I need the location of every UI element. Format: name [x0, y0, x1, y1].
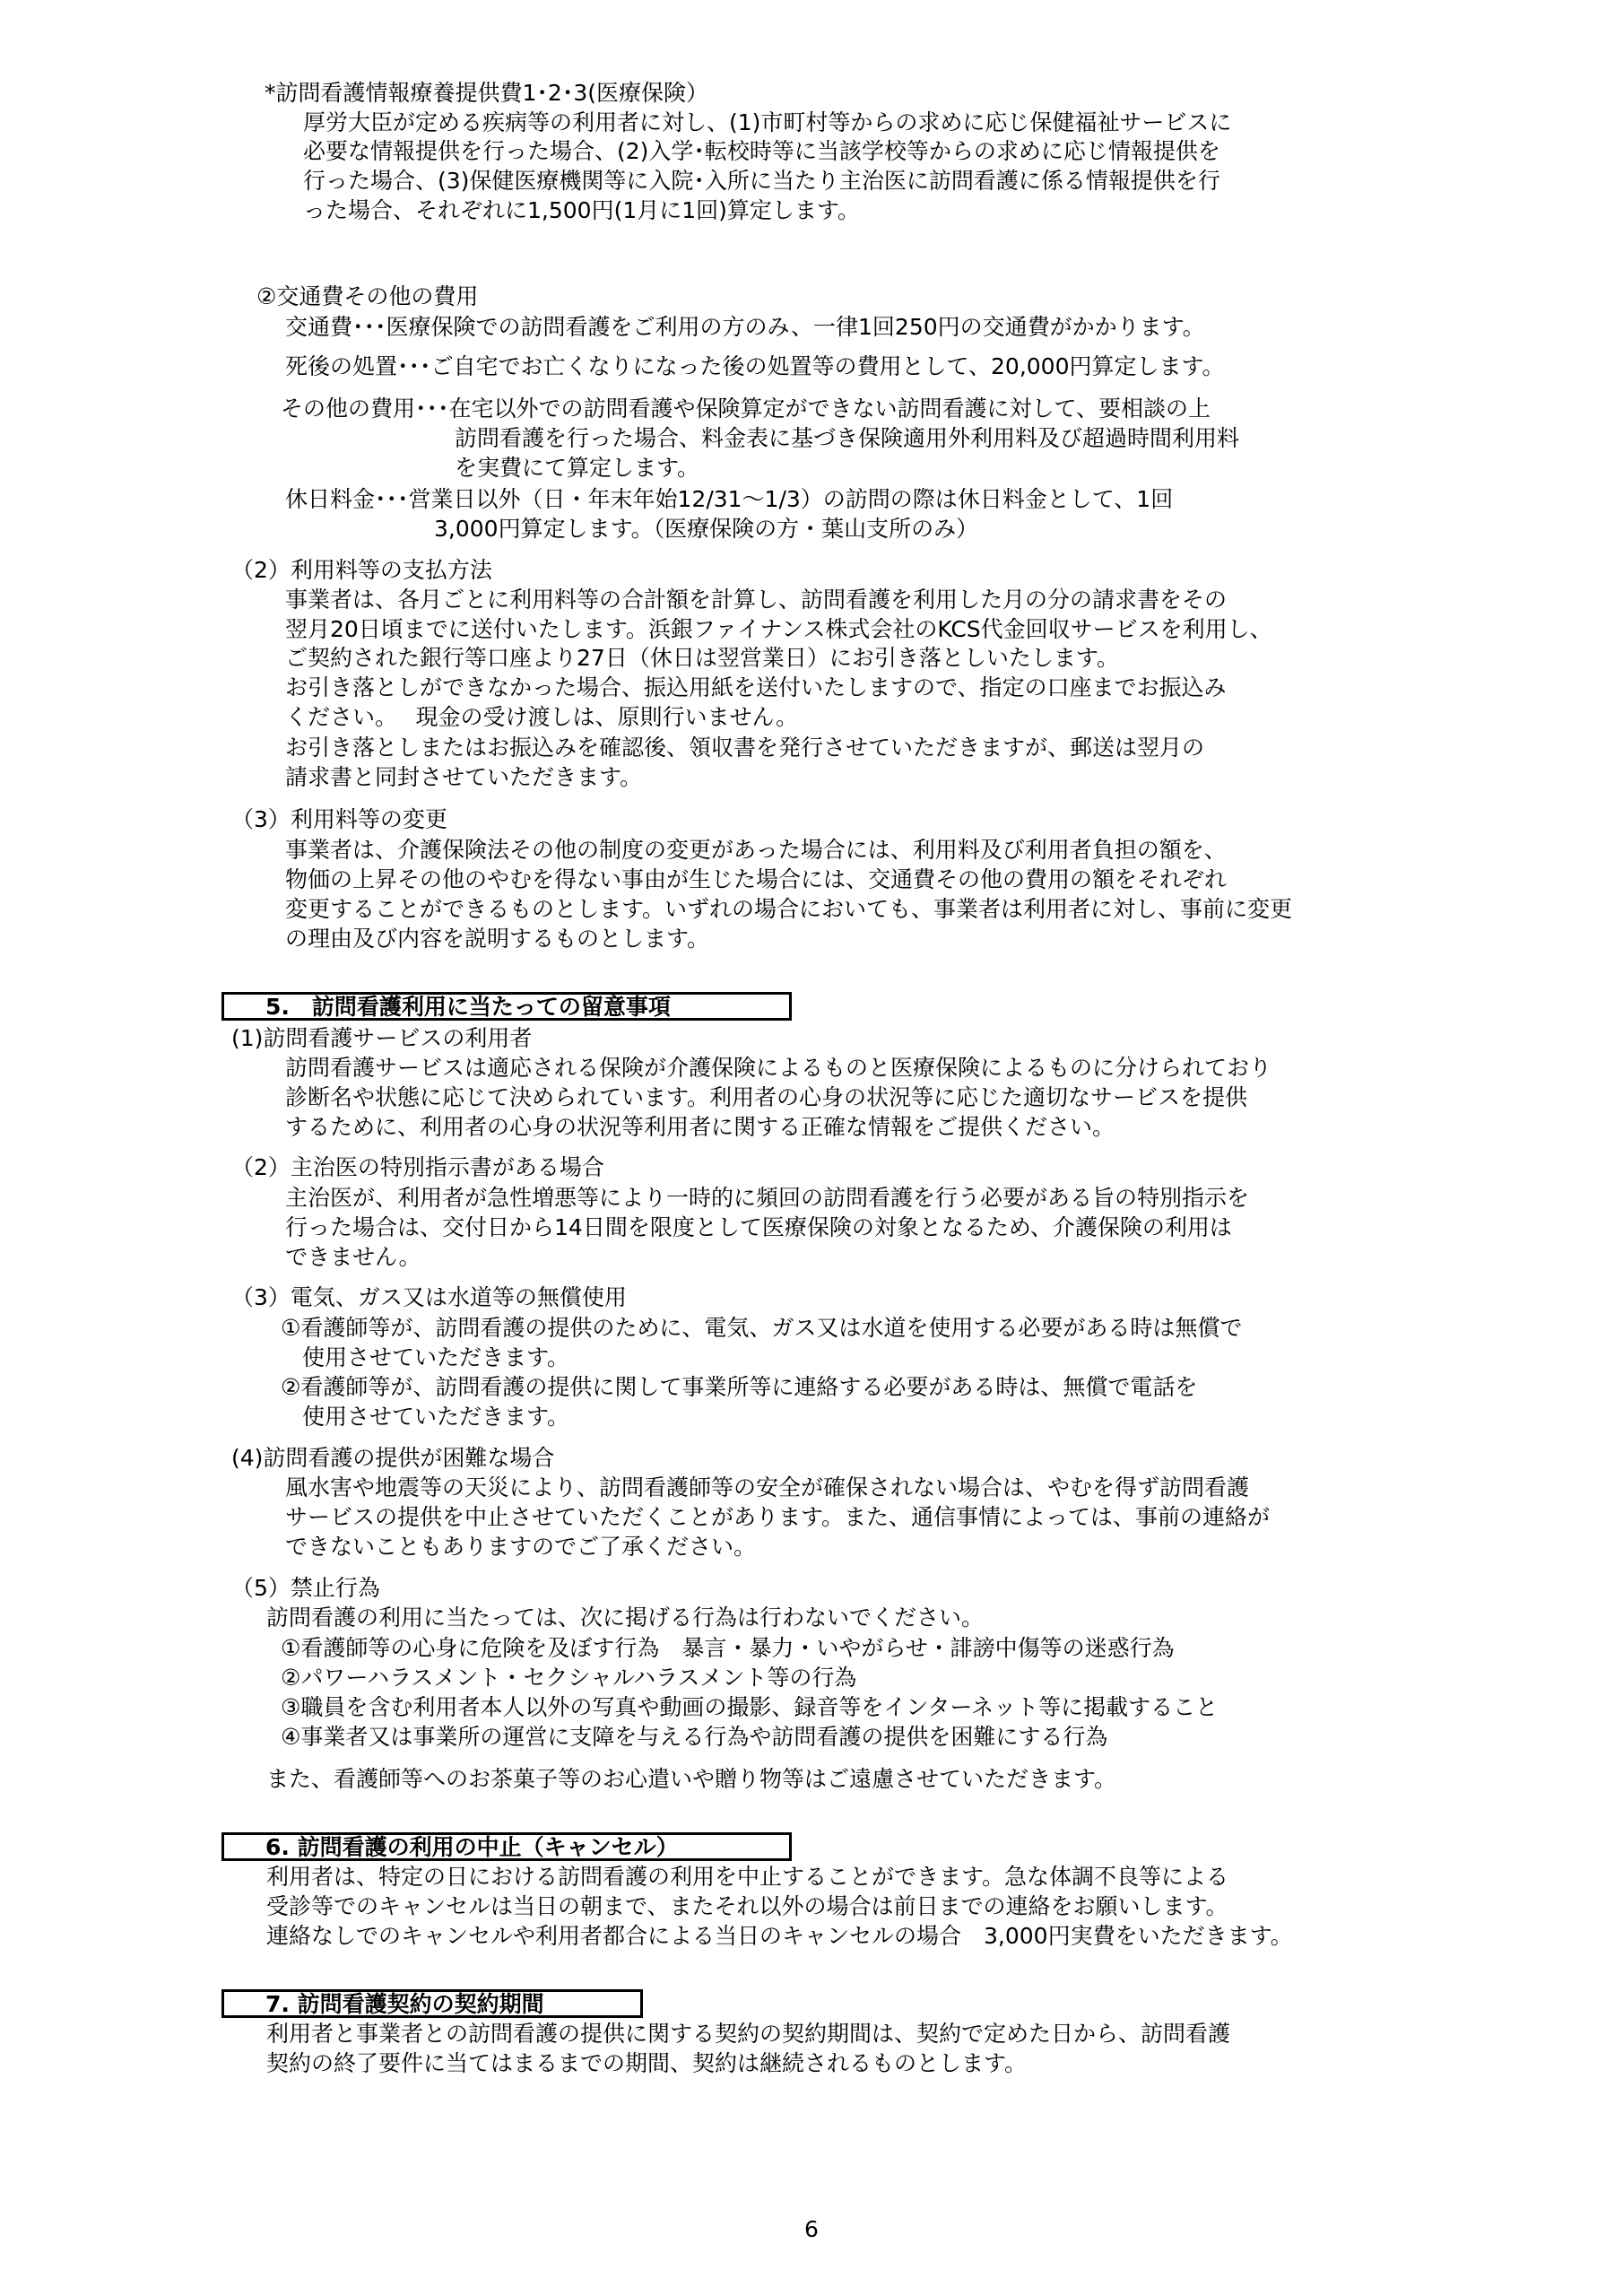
fee-change-line: 変更することができるものとします。いずれの場合においても、事業者は利用者に対し、事前に変更: [285, 896, 1293, 922]
s5-3-heading: （3）電気、ガス又は水道等の無償使用: [231, 1284, 627, 1310]
prohibited-item: ③職員を含む利用者本人以外の写真や動画の撮影、録音等をインターネット等に掲載すること: [281, 1694, 1219, 1720]
prohibited-item: ①看護師等の心身に危険を及ぼす行為 暴言・暴力・いやがらせ・誹謗中傷等の迷惑行為: [281, 1635, 1175, 1661]
fee-change-line: の理由及び内容を説明するものとします。: [285, 926, 710, 952]
fee-change-heading: （3）利用料等の変更: [231, 806, 447, 832]
other-fee-line: を実費にて算定します。: [455, 455, 700, 481]
holiday-fee-line: 3,000円算定します。（医療保険の方・葉山支所のみ）: [434, 516, 979, 542]
s5-3-line: ②看護師等が、訪問看護の提供に関して事業所等に連絡する必要がある時は、無償で電話を: [281, 1374, 1198, 1400]
s5-1-line: 診断名や状態に応じて決められています。利用者の心身の状況等に応じた適切なサービスを提供: [285, 1084, 1248, 1110]
s6-line: 連絡なしでのキャンセルや利用者都合による当日のキャンセルの場合 3,000円実費をいただきます。: [266, 1923, 1293, 1949]
s6-line: 受診等でのキャンセルは当日の朝まで、またそれ以外の場合は前日までの連絡をお願いします。: [266, 1893, 1228, 1919]
info-fee-line: 行った場合、(3)保健医療機関等に入院･入所に当たり主治医に訪問看護に係る情報提供を行: [303, 168, 1220, 194]
prohibited-item: ②パワーハラスメント・セクシャルハラスメント等の行為: [281, 1665, 857, 1691]
s6-line: 利用者は、特定の日における訪問看護の利用を中止することができます。急な体調不良等による: [266, 1864, 1229, 1890]
payment-line: ご契約された銀行等口座より27日（休日は翌営業日）にお引き落としいたします。: [285, 645, 1119, 671]
payment-line: 請求書と同封させていただきます。: [285, 764, 643, 790]
death-care-fee: 死後の処置･･･ご自宅でお亡くなりになった後の処置等の費用として、20,000円算定します。: [285, 353, 1225, 379]
s5-4-line: 風水害や地震等の天災により、訪問看護師等の安全が確保されない場合は、やむを得ず訪問看護: [285, 1474, 1250, 1500]
s5-1-line: するために、利用者の心身の状況等利用者に関する正確な情報をご提供ください。: [285, 1114, 1115, 1140]
cost-heading: ②交通費その他の費用: [256, 283, 479, 309]
info-fee-line: 厚労大臣が定める疾病等の利用者に対し、(1)市町村等からの求めに応じ保健福祉サービスに: [303, 109, 1232, 135]
payment-heading: （2）利用料等の支払方法: [231, 557, 492, 583]
info-fee-line: った場合、それぞれに1,500円(1月に1回)算定します。: [303, 197, 860, 223]
s5-5-note: また、看護師等へのお茶菓子等のお心遣いや贈り物等はご遠慮させていただきます。: [266, 1766, 1117, 1792]
fee-change-line: 事業者は、介護保険法その他の制度の変更があった場合には、利用料及び利用者負担の額を、: [285, 837, 1227, 863]
payment-line: ください。 現金の受け渡しは、原則行いません。: [285, 704, 798, 730]
s5-2-line: できません。: [285, 1244, 421, 1270]
s7-line: 契約の終了要件に当てはまるまでの期間、契約は継続されるものとします。: [266, 2050, 1028, 2076]
s5-3-line: ①看護師等が、訪問看護の提供のために、電気、ガス又は水道を使用する必要がある時は無償で: [281, 1315, 1243, 1341]
section-5-title: 5. 訪問看護利用に当たっての留意事項: [221, 992, 792, 1021]
s5-3-line: 使用させていただきます。: [302, 1404, 570, 1430]
s5-1-heading: (1)訪問看護サービスの利用者: [231, 1025, 533, 1051]
s5-2-line: 行った場合は、交付日から14日間を限度として医療保険の対象となるため、介護保険の利用は: [285, 1214, 1232, 1240]
page-number: 6: [804, 2216, 819, 2242]
info-fee-heading: *訪問看護情報療養提供費1･2･3(医療保険）: [265, 80, 708, 106]
s5-5-heading: （5）禁止行為: [231, 1575, 380, 1601]
fee-change-line: 物価の上昇その他のやむを得ない事由が生じた場合には、交通費その他の費用の額をそれぞれ: [285, 866, 1228, 892]
s7-line: 利用者と事業者との訪問看護の提供に関する契約の契約期間は、契約で定めた日から、訪問看護: [266, 2021, 1231, 2047]
other-fee-line: 訪問看護を行った場合、料金表に基づき保険適用外利用料及び超過時間利用料: [455, 425, 1240, 451]
other-fee-line: その他の費用･･･在宅以外での訪問看護や保険算定ができない訪問看護に対して、要相談の上: [281, 396, 1211, 422]
s5-1-line: 訪問看護サービスは適応される保険が介護保険によるものと医療保険によるものに分けられており: [285, 1055, 1272, 1081]
prohibited-item: ④事業者又は事業所の運営に支障を与える行為や訪問看護の提供を困難にする行為: [281, 1724, 1108, 1750]
s5-2-heading: （2）主治医の特別指示書がある場合: [231, 1154, 604, 1180]
section-6-title: 6. 訪問看護の利用の中止（キャンセル）: [221, 1832, 792, 1861]
s5-2-line: 主治医が、利用者が急性増悪等により一時的に頻回の訪問看護を行う必要がある旨の特別指示を: [285, 1185, 1250, 1211]
section-7-title: 7. 訪問看護契約の契約期間: [221, 1989, 643, 2018]
payment-line: お引き落としまたはお振込みを確認後、領収書を発行させていただきますが、郵送は翌月の: [285, 735, 1205, 761]
transport-fee: 交通費･･･医療保険での訪問看護をご利用の方のみ、一律1回250円の交通費がかかります。: [285, 314, 1205, 340]
info-fee-line: 必要な情報提供を行った場合、(2)入学･転校時等に当該学校等からの求めに応じ情報提供を: [303, 138, 1220, 164]
payment-line: お引き落としができなかった場合、振込用紙を送付いたしますので、指定の口座までお振込み: [285, 674, 1227, 700]
s5-4-heading: (4)訪問看護の提供が困難な場合: [231, 1445, 555, 1471]
payment-line: 事業者は、各月ごとに利用料等の合計額を計算し、訪問看護を利用した月の分の請求書をその: [285, 587, 1228, 613]
s5-5-intro: 訪問看護の利用に当たっては、次に掲げる行為は行わないでください。: [266, 1605, 985, 1631]
payment-line: 翌月20日頃までに送付いたします。浜銀ファイナンス株式会社のKCS代金回収サービスを利用し、: [285, 616, 1272, 642]
s5-3-line: 使用させていただきます。: [302, 1344, 570, 1370]
s5-4-line: できないこともありますのでご了承ください。: [285, 1534, 757, 1560]
holiday-fee-line: 休日料金･･･営業日以外（日・年末年始12/31～1/3）の訪問の際は休日料金として、1回: [285, 486, 1174, 512]
s5-4-line: サービスの提供を中止させていただくことがあります。また、通信事情によっては、事前の連絡が: [285, 1504, 1271, 1530]
